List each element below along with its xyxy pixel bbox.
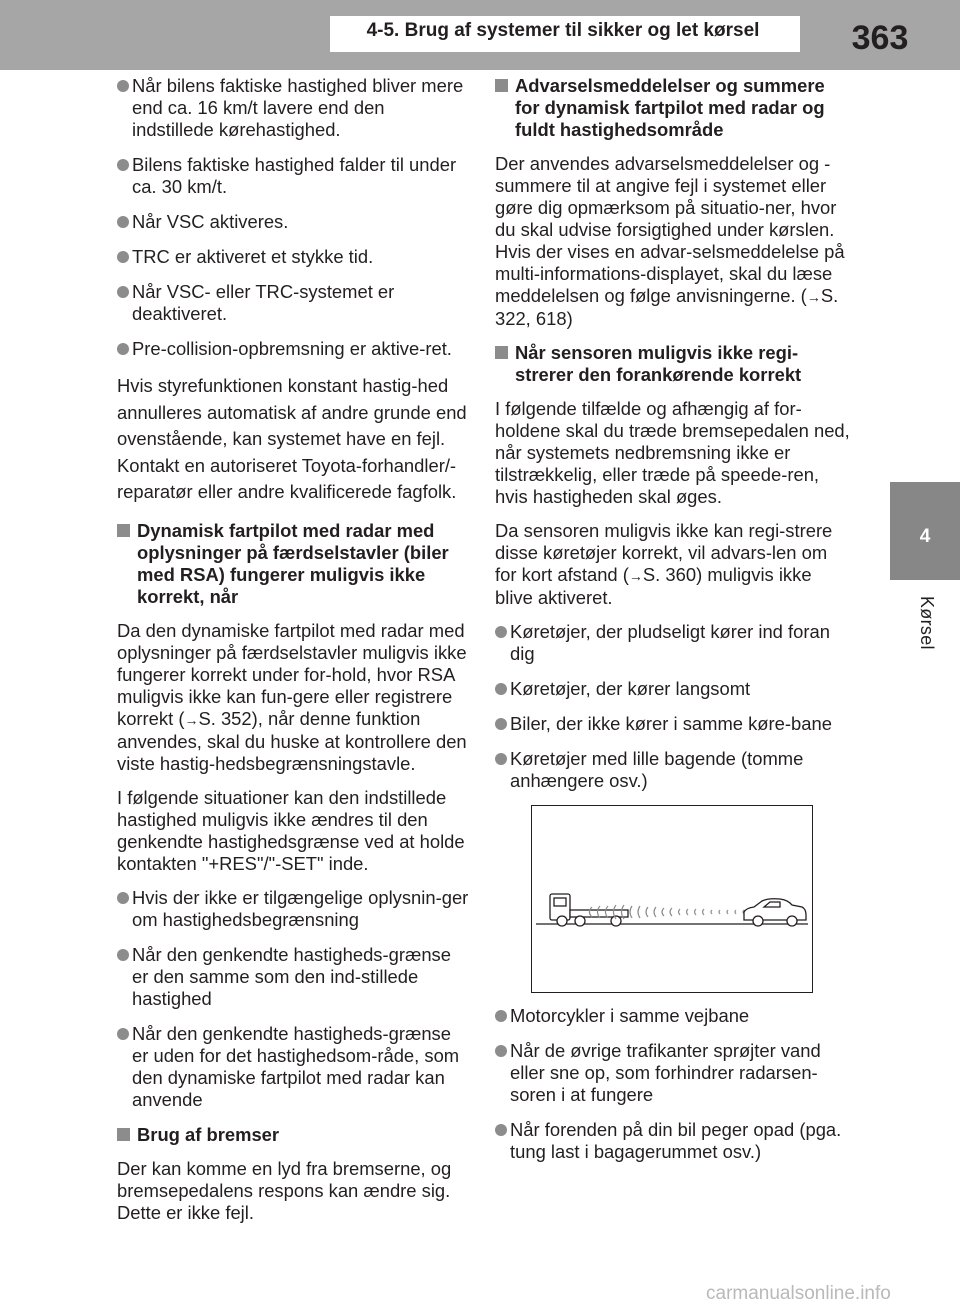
section-heading: Brug af bremser bbox=[117, 1124, 469, 1146]
bullet-icon bbox=[495, 753, 507, 765]
section-heading: Dynamisk fartpilot med radar med oplysninger på færdselstavler (biler med RSA) fungerer muligvis ikke korrekt, når bbox=[117, 520, 469, 608]
bullet-icon bbox=[495, 683, 507, 695]
section-square-icon bbox=[495, 346, 508, 359]
list-item: Biler, der ikke kører i samme køre-bane bbox=[495, 713, 851, 735]
chapter-title: 4-5. Brug af systemer til sikker og let kørsel bbox=[366, 20, 760, 41]
bullet-icon bbox=[495, 1010, 507, 1022]
watermark: carmanualsonline.info bbox=[706, 1283, 891, 1304]
bullet-icon bbox=[117, 80, 129, 92]
page-reference-link[interactable]: S. 360) bbox=[642, 564, 703, 585]
section-heading: Advarselsmeddelelser og summere for dynamisk fartpilot med radar og fuldt hastighedsområde bbox=[495, 75, 851, 141]
list-item: Køretøjer med lille bagende (tomme anhængere osv.) bbox=[495, 748, 851, 792]
bullet-icon bbox=[117, 343, 129, 355]
section-square-icon bbox=[495, 79, 508, 92]
bullet-icon bbox=[117, 1028, 129, 1040]
arrow-right-icon: → bbox=[806, 289, 821, 305]
list-item: Når bilens faktiske hastighed bliver mere end ca. 16 km/t lavere end den indstillede kørehastighed. bbox=[117, 75, 469, 141]
right-column bbox=[495, 75, 851, 1176]
list-item: Når VSC aktiveres. bbox=[117, 211, 469, 233]
list-item: Pre-collision-opbremsning er aktive-ret. bbox=[117, 338, 469, 360]
truck-icon bbox=[550, 894, 628, 926]
left-column bbox=[117, 75, 469, 1236]
paragraph: Hvis styrefunktionen konstant hastig-hed annulleres automatisk af andre grunde end ovenstående, kan systemet have en fejl. Kontakt en autoriseret Toyota-forhandler/-reparatør eller andre kvalificerede fagfolk. bbox=[117, 375, 467, 502]
bullet-icon bbox=[117, 216, 129, 228]
bullet-icon bbox=[495, 1045, 507, 1057]
section-square-icon bbox=[117, 524, 130, 537]
arrow-right-icon: → bbox=[628, 568, 643, 584]
list-item: Når den genkendte hastigheds-grænse er uden for det hastighedsom-råde, som den dynamiske fartpilot med radar kan anvende bbox=[117, 1023, 469, 1111]
list-item: Motorcykler i samme vejbane bbox=[495, 1005, 851, 1027]
bullet-icon bbox=[495, 626, 507, 638]
page-number: 363 bbox=[851, 19, 909, 57]
paragraph: Da sensoren muligvis ikke kan regi-strere disse køretøjer korrekt, vil advars-len om for kort afstand (→S. 360) muligvis ikke blive aktiveret. bbox=[495, 520, 833, 608]
bullet-icon bbox=[117, 892, 129, 904]
illustration-radar-trailer bbox=[531, 805, 813, 993]
section-square-icon bbox=[117, 1128, 130, 1141]
truck-trailer-car-illustration bbox=[532, 806, 812, 992]
paragraph: I følgende situationer kan den indstillede hastighed muligvis ikke ændres til den genkendte hastighedsgrænse ved at holde kontakten "+RES"/"-SET" inde. bbox=[117, 786, 465, 874]
list-item: Bilens faktiske hastighed falder til under ca. 30 km/t. bbox=[117, 154, 469, 198]
bullet-icon bbox=[117, 159, 129, 171]
page-reference-link[interactable]: S. 352), bbox=[198, 707, 263, 729]
list-item: Når de øvrige trafikanter sprøjter vand eller sne op, som forhindrer radarsen-soren i at fungere bbox=[495, 1040, 851, 1106]
paragraph: I følgende tilfælde og afhængig af for-holdene skal du træde bremsepedalen ned, når systemets nedbremsning ikke er tilstrækkelig, eller træde på speede-ren, hvis hastigheden skal øges. bbox=[495, 398, 850, 507]
bullet-icon bbox=[495, 1124, 507, 1136]
list-item: Når den genkendte hastigheds-grænse er den samme som den ind-stillede hastighed bbox=[117, 944, 469, 1010]
list-item: TRC er aktiveret et stykke tid. bbox=[117, 246, 469, 268]
paragraph: Der anvendes advarselsmeddelelser og -summere til at angive fejl i systemet eller gøre dig opmærksom på situatio-ner, hvor du skal udvise forsigtighed under kørslen. Hvis der vises en advar-selsmeddelelse på multi-informations-displayet, skal du læse meddelelsen og følge anvisningerne. (→S. 322, 618) bbox=[495, 153, 845, 329]
arrow-right-icon: → bbox=[184, 711, 199, 728]
list-item: Køretøjer, der kører langsomt bbox=[495, 678, 851, 700]
bullet-icon bbox=[117, 251, 129, 263]
list-item: Når VSC- eller TRC-systemet er deaktiveret. bbox=[117, 281, 469, 325]
chapter-tab[interactable]: 4 bbox=[890, 482, 960, 580]
page-reference-link[interactable]: S. 322, 618) bbox=[495, 285, 839, 329]
list-item: Når forenden på din bil peger opad (pga. tung last i bagagerummet osv.) bbox=[495, 1119, 851, 1163]
paragraph: Da den dynamiske fartpilot med radar med oplysninger på færdselstavler muligvis ikke fungerer korrekt under for-hold, hvor RSA muligvis ikke kan fun-gere eller registrere korrekt (→S. 352), når denne funktion anvendes, skal du huske at kontrollere den viste hastig-hedsbegrænsningstavle. bbox=[117, 619, 467, 774]
car-icon bbox=[744, 899, 806, 926]
list-item: Køretøjer, der pludseligt kører ind foran dig bbox=[495, 621, 851, 665]
paragraph: Der kan komme en lyd fra bremserne, og bremsepedalens respons kan ændre sig. Dette er ikke fejl. bbox=[117, 1157, 452, 1223]
chapter-tab-label: Kørsel bbox=[917, 596, 937, 650]
bullet-icon bbox=[117, 949, 129, 961]
bullet-icon bbox=[495, 718, 507, 730]
bullet-icon bbox=[117, 286, 129, 298]
section-heading: Når sensoren muligvis ikke regi-strerer den forankørende korrekt bbox=[495, 342, 851, 386]
list-item: Hvis der ikke er tilgængelige oplysnin-ger om hastighedsbegrænsning bbox=[117, 887, 469, 931]
